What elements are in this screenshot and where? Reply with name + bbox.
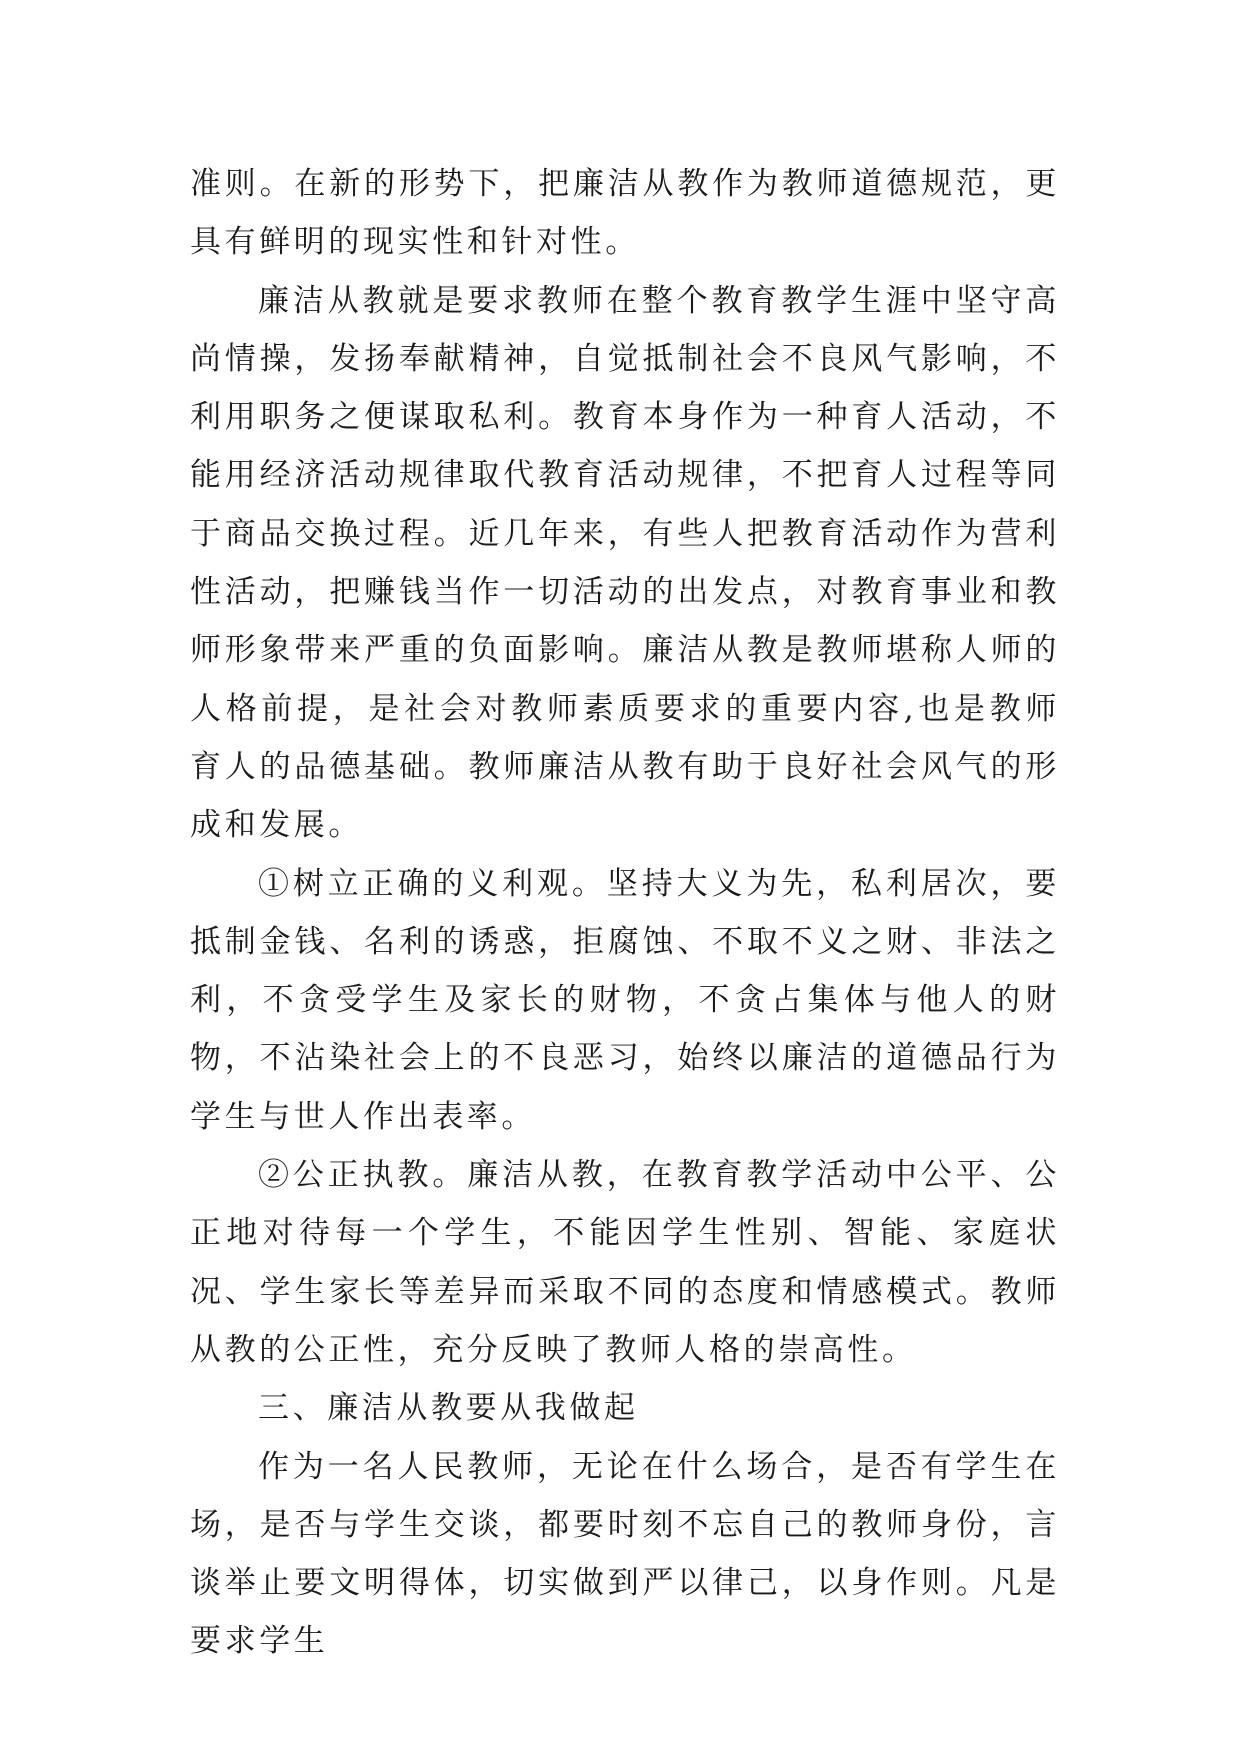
document-body	[190, 155, 1060, 1671]
section-heading-3: 三、廉洁从教要从我做起	[258, 1390, 639, 1427]
paragraph-continuation: 准则。在新的形势下，把廉洁从教作为教师道德规范，更具有鲜明的现实性和针对性。	[190, 166, 1060, 261]
paragraph-point-2: ②公正执教。廉洁从教，在教育教学活动中公平、公正地对待每一个学生，不能因学生性别、智能、家庭状况、学生家长等差异而采取不同的态度和情感模式。教师从教的公正性，充分反映了教师人格的崇高性。	[190, 1157, 1060, 1368]
paragraph-integrity-definition: 廉洁从教就是要求教师在整个教育教学生涯中坚守高尚情操，发扬奉献精神，自觉抵制社会不良风气影响，不利用职务之便谋取私利。教育本身作为一种育人活动，不能用经济活动规律取代教育活动规律，不把育人过程等同于商品交换过程。近几年来，有些人把教育活动作为营利性活动，把赚钱当作一切活动的出发点，对教育事业和教师形象带来严重的负面影响。廉洁从教是教师堪称人师的人格前提，是社会对教师素质要求的重要内容,也是教师育人的品德基础。教师廉洁从教有助于良好社会风气的形成和发展。	[190, 282, 1060, 844]
paragraph-point-1: ①树立正确的义利观。坚持大义为先，私利居次，要抵制金钱、名利的诱惑，拒腐蚀、不取不义之财、非法之利，不贪受学生及家长的财物，不贪占集体与他人的财物，不沾染社会上的不良恶习，始终以廉洁的道德品行为学生与世人作出表率。	[190, 865, 1060, 1135]
paragraph-self-start: 作为一名人民教师，无论在什么场合，是否有学生在场，是否与学生交谈，都要时刻不忘自己的教师身份，言谈举止要文明得体，切实做到严以律己，以身作则。凡是要求学生	[190, 1448, 1060, 1660]
